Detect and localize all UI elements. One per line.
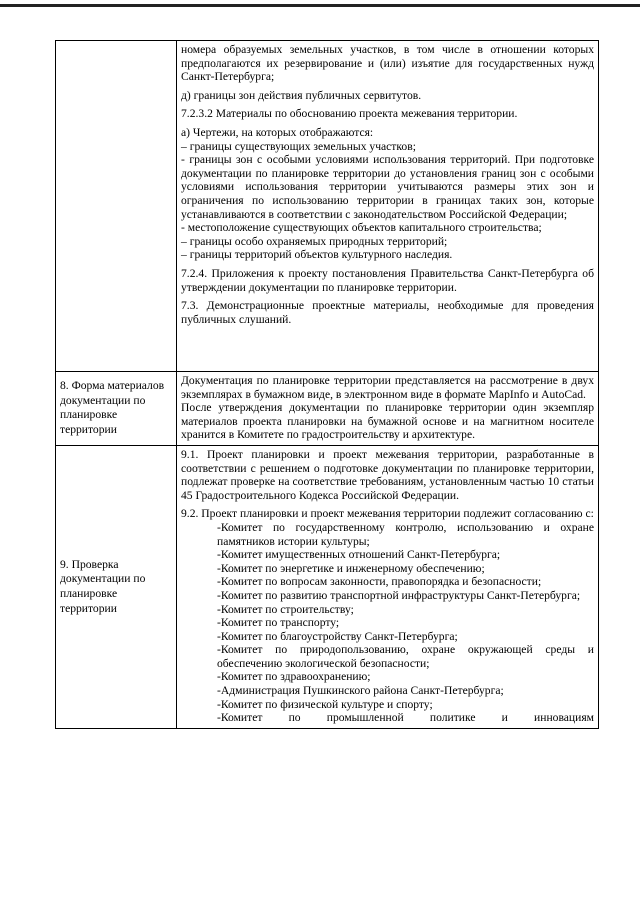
table-row bbox=[56, 445, 599, 728]
row-content bbox=[177, 445, 599, 728]
list-item: -Комитет по благоустройству Санкт-Петербурга; bbox=[217, 629, 458, 643]
list-item: -Комитет по энергетике и инженерному обеспечению; bbox=[217, 561, 485, 575]
list-item: – границы территорий объектов культурного наследия. bbox=[181, 248, 453, 262]
row-content bbox=[177, 372, 599, 446]
paragraph: 7.3. Демонстрационные проектные материалы, необходимые для проведения публичных слушаний. bbox=[181, 299, 594, 326]
list-item: – границы особо охраняемых природных территорий; bbox=[181, 234, 448, 248]
list-item: -Комитет по вопросам законности, правопорядка и безопасности; bbox=[217, 575, 542, 589]
list-item: -Комитет по строительству; bbox=[217, 602, 354, 616]
row-label: 8. Форма материалов документации по планировке территории bbox=[56, 372, 177, 446]
paragraph: После утверждения документации по планировке территории один экземпляр материалов проекта планировки на бумажной основе и на магнитном носителе хранится в Комитете по градостроительству и архитектуре. bbox=[181, 401, 594, 442]
list-item: -Комитет по промышленной политике и инновациям bbox=[217, 711, 594, 725]
list-item: -Комитет по природопользованию, охране окружающей среды и обеспечению экологической безопасности; bbox=[217, 643, 594, 670]
row-label bbox=[56, 41, 177, 372]
list-item: -Комитет по государственному контролю, использованию и охране памятников истории культуры; bbox=[217, 520, 594, 548]
paragraph: а) Чертежи, на которых отображаются: bbox=[181, 125, 374, 139]
section-heading: 7.2.3.2 Материалы по обоснованию проекта межевания территории. bbox=[181, 107, 518, 121]
paragraph: номера образуемых земельных участков, в том числе в отношении которых предполагаются их резервирование и (или) изъятие для государственных нужд Санкт-Петербурга; bbox=[181, 43, 594, 84]
paragraph: д) границы зон действия публичных сервитутов. bbox=[181, 88, 422, 102]
paragraph: 7.2.4. Приложения к проекту постановления Правительства Санкт-Петербурга об утверждении документации по планировке территории. bbox=[181, 266, 594, 294]
list-item: -Комитет имущественных отношений Санкт-Петербурга; bbox=[217, 548, 501, 562]
table-row bbox=[56, 372, 599, 446]
list-item: - местоположение существующих объектов капитального строительства; bbox=[181, 221, 542, 235]
row-label: 9. Проверка документации по планировке территории bbox=[56, 445, 177, 728]
paragraph: 9.2. Проект планировки и проект межевания территории подлежит согласованию с: bbox=[181, 507, 594, 521]
page-top-rule bbox=[0, 4, 640, 7]
list-item: - границы зон с особыми условиями использования территорий. При подготовке документации по планировке территории до установления границ зон с особыми условиями использования территории учитываются размеры этих зон и ограничения по использованию территории в границах таких зон, которые устанавливаются в соответствии с законодательством Российской Федерации; bbox=[181, 153, 594, 221]
paragraph: 9.1. Проект планировки и проект межевания территории, разработанные в соответствии с решением о подготовке документации по планировке территории, подлежат проверке на соответствие требованиям, установленным частью 10 статьи 45 Градостроительного Кодекса Российской Федерации. bbox=[181, 447, 594, 502]
list-item: -Администрация Пушкинского района Санкт-Петербурга; bbox=[217, 684, 504, 698]
requirements-table bbox=[55, 40, 599, 729]
table-row bbox=[56, 41, 599, 372]
list-item: -Комитет по здравоохранению; bbox=[217, 670, 371, 684]
list-item: -Комитет по транспорту; bbox=[217, 616, 340, 630]
list-item: – границы существующих земельных участков; bbox=[181, 139, 416, 153]
row-content bbox=[177, 41, 599, 372]
list-item: -Комитет по физической культуре и спорту; bbox=[217, 697, 433, 711]
paragraph: Документация по планировке территории представляется на рассмотрение в двух экземплярах в бумажном виде, в электронном виде в формате MapInfo и AutoCad. bbox=[181, 374, 594, 401]
list-item: -Комитет по развитию транспортной инфраструктуры Санкт-Петербурга; bbox=[217, 588, 581, 602]
